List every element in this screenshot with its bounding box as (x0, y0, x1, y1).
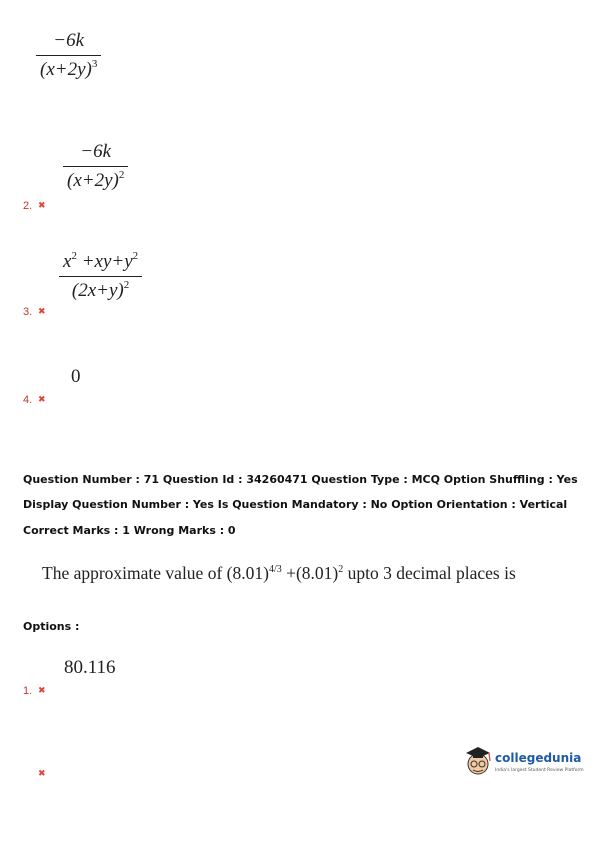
option-number: 2. (23, 200, 33, 212)
wrong-mark-icon: ✖ (38, 395, 46, 405)
fraction-numerator: −6k (53, 30, 85, 51)
option-fraction (36, 30, 101, 81)
fraction-denominator: $(x+2y)^3$ (36, 55, 101, 81)
fraction-numerator: $x^2 +xy+y^2$ (63, 250, 139, 272)
collegedunia-logo (464, 744, 584, 784)
fraction-denominator: $(x+2y)^2$ (63, 166, 128, 192)
fraction-denominator: $(2x+y)^2$ (59, 276, 142, 302)
question-text: The approximate value of $(8.01)^{4/3} +(8.01)^2$ upto 3 decimal places is (42, 563, 516, 583)
wrong-mark-icon: ✖ (38, 307, 46, 317)
option-number: 4. (23, 394, 33, 406)
logo-tagline: India's largest Student Review Platform (495, 768, 584, 773)
options-label: Options : (23, 620, 80, 633)
graduate-mascot-icon (464, 744, 494, 780)
fraction-numerator: −6k (80, 141, 112, 162)
logo-wordmark: collegedunia (495, 751, 582, 765)
option-value: 0 (71, 366, 81, 387)
question-meta-line-2: Display Question Number : Yes Is Question Mandatory : No Option Orientation : Vertical (23, 498, 568, 511)
option-number: 3. (23, 306, 33, 318)
wrong-mark-icon: ✖ (38, 769, 46, 779)
option-fraction (63, 141, 128, 192)
option-number: 1. (23, 685, 33, 697)
option-fraction (59, 251, 142, 302)
question-meta-line-1: Question Number : 71 Question Id : 34260471 Question Type : MCQ Option Shuffling : Yes (23, 473, 578, 486)
question-meta-line-3: Correct Marks : 1 Wrong Marks : 0 (23, 524, 236, 537)
option-value: 80.116 (64, 657, 116, 678)
wrong-mark-icon: ✖ (38, 201, 46, 211)
wrong-mark-icon: ✖ (38, 686, 46, 696)
